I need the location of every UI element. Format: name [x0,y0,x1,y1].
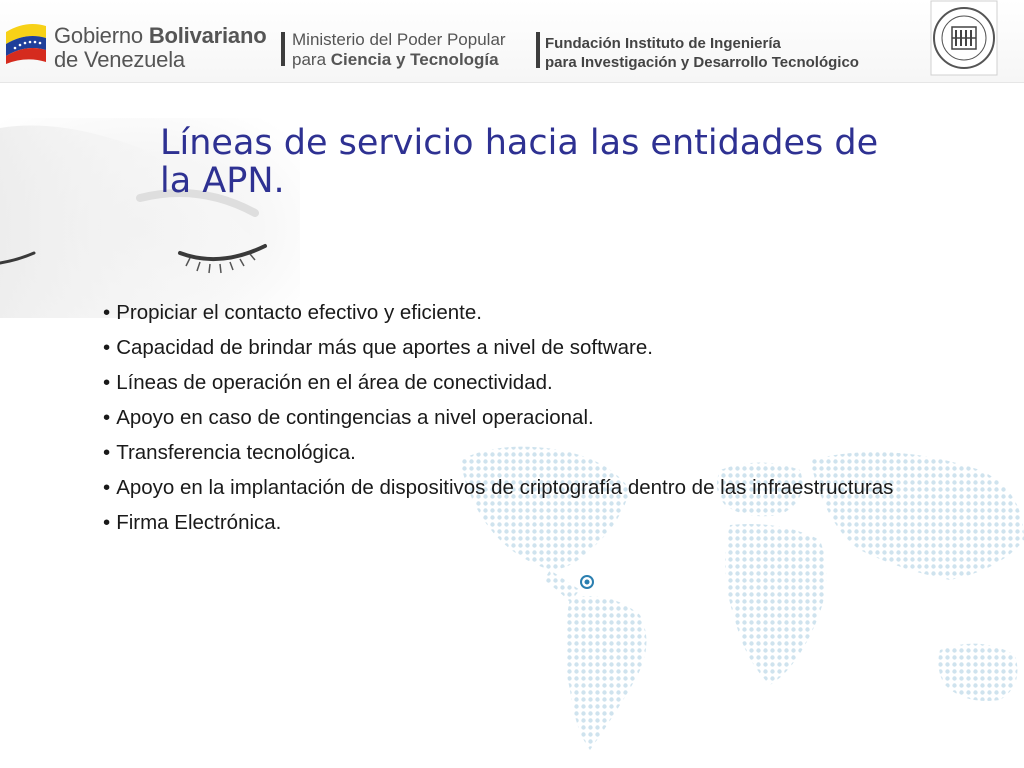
bullet-text: Apoyo en caso de contingencias a nivel operacional. [116,406,594,429]
bullet-dot: • [103,511,111,534]
bullet-text: Firma Electrónica. [116,511,282,534]
ministerio-prefix: para [292,50,327,69]
list-item [103,400,1024,435]
bullet-dot: • [103,441,111,464]
bullet-dot: • [103,301,111,324]
gobierno-prefix: Gobierno [54,23,143,48]
venezuela-flag-icon [4,18,48,64]
bullet-list [103,295,1024,540]
header-banner [0,0,1024,83]
bullet-text: Transferencia tecnológica. [116,441,356,464]
fundacion-line1: Fundación Instituto de Ingeniería [545,35,781,52]
list-item [103,330,1024,365]
ministerio-bold: Ciencia y Tecnología [330,50,499,69]
fundacion-seal-icon [930,0,998,76]
ministerio-line1: Ministerio del Poder Popular [292,30,506,49]
bullet-dot: • [103,476,111,499]
ministerio-text [292,30,506,70]
slide-title: Líneas de servicio hacia las entidades de la APN. [160,123,879,201]
bullet-dot: • [103,371,111,394]
list-item [103,295,1024,330]
list-item [103,435,1024,470]
fundacion-line2: para Investigación y Desarrollo Tecnológico [545,54,859,71]
bullet-text: Propiciar el contacto efectivo y eficiente. [116,301,482,324]
bullet-dot: • [103,336,111,359]
header-divider [281,32,285,66]
bullet-text: Líneas de operación en el área de conectividad. [116,371,553,394]
gobierno-logo-text [54,24,266,72]
list-item [103,365,1024,400]
bullet-text: Capacidad de brindar más que aportes a nivel de software. [116,336,653,359]
header-divider [536,32,540,68]
list-item [103,470,1024,505]
bullet-dot: • [103,406,111,429]
bullet-text: Apoyo en la implantación de dispositivos de criptografía dentro de las infraestructuras [116,476,894,499]
gobierno-bold: Bolivariano [148,23,267,48]
list-item [103,505,1024,540]
gobierno-line2: de Venezuela [54,47,185,72]
fundacion-text [545,34,859,72]
